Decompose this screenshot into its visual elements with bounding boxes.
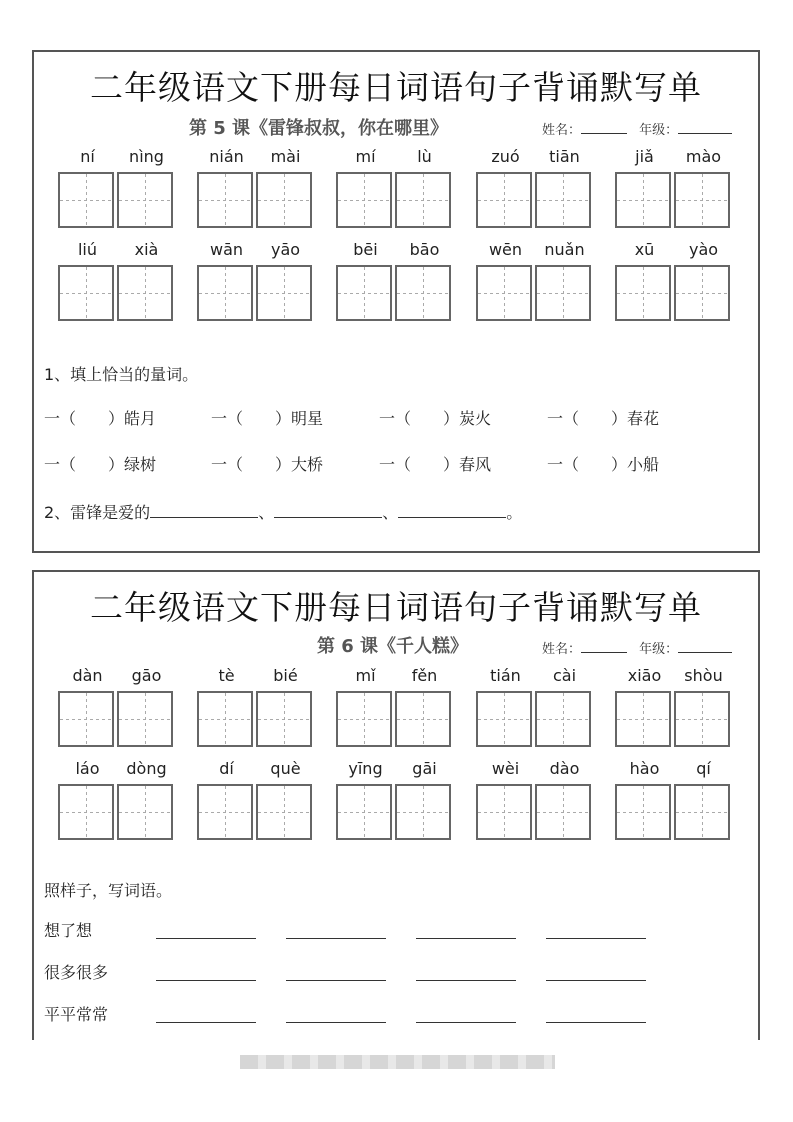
writing-box[interactable] [674,172,730,228]
writing-box[interactable] [535,172,591,228]
pinyin-label: dòng [126,759,167,778]
period: 。 [506,503,523,522]
pinyin-label: tè [218,666,235,685]
writing-box[interactable] [615,172,671,228]
pinyin-label: xū [634,240,655,259]
pinyin-label: dí [219,759,234,778]
pinyin-label: shòu [684,666,723,685]
writing-box[interactable] [256,691,312,747]
measure-item: 一（ ）绿树 [44,455,157,474]
measure-item: 一（ ）炭火 [379,409,492,428]
writing-box[interactable] [58,784,114,840]
pinyin-label: wān [209,240,244,259]
measure-item: 一（ ）春花 [547,409,660,428]
writing-box[interactable] [117,172,173,228]
pinyin-label: xiāo [627,666,662,685]
pinyin-label: què [270,759,301,778]
pinyin-label: jiǎ [635,147,654,166]
writing-box[interactable] [256,784,312,840]
question-1: 照样子，写词语。 [44,881,173,900]
writing-box[interactable] [197,172,253,228]
answer-blank[interactable] [274,503,382,518]
writing-box[interactable] [535,784,591,840]
answer-line[interactable] [416,1022,516,1023]
writing-box[interactable] [476,172,532,228]
example-word: 想了想 [44,921,93,940]
answer-line[interactable] [156,980,256,981]
answer-line[interactable] [156,938,256,939]
writing-box[interactable] [615,691,671,747]
answer-line[interactable] [546,980,646,981]
measure-item: 一（ ）大桥 [211,455,324,474]
lesson-title: 第 6 课《千人糕》 [317,636,469,657]
writing-box[interactable] [674,265,730,321]
pinyin-label: nìng [129,147,164,166]
writing-box[interactable] [615,784,671,840]
pinyin-label: gāo [131,666,162,685]
writing-box[interactable] [674,784,730,840]
pinyin-label: nián [209,147,244,166]
pinyin-label: qí [696,759,711,778]
pinyin-label: gāi [412,759,437,778]
writing-box[interactable] [256,172,312,228]
writing-box[interactable] [674,691,730,747]
question-2 [44,500,522,523]
writing-box[interactable] [476,784,532,840]
name-label: 姓名： [542,642,582,657]
answer-line[interactable] [156,1022,256,1023]
writing-box[interactable] [395,265,451,321]
pinyin-label: yāo [270,240,301,259]
writing-box[interactable] [117,265,173,321]
pinyin-label: bié [273,666,298,685]
footer-watermark [240,1055,555,1069]
writing-box[interactable] [535,265,591,321]
writing-box[interactable] [336,172,392,228]
name-grade-field [542,638,732,657]
measure-item: 一（ ）皓月 [44,409,157,428]
answer-blank[interactable] [150,503,258,518]
writing-box[interactable] [615,265,671,321]
answer-line[interactable] [546,938,646,939]
pinyin-label: ní [80,147,95,166]
pinyin-label: fěn [411,666,438,685]
measure-item: 一（ ）明星 [211,409,324,428]
writing-box[interactable] [197,265,253,321]
writing-box[interactable] [58,691,114,747]
writing-box[interactable] [197,691,253,747]
worksheet-lesson-6 [32,570,760,1040]
writing-box[interactable] [58,265,114,321]
pinyin-label: lù [417,147,432,166]
measure-item: 一（ ）春风 [379,455,492,474]
pinyin-label: tiān [549,147,580,166]
writing-box[interactable] [395,691,451,747]
writing-box[interactable] [476,265,532,321]
answer-line[interactable] [416,980,516,981]
writing-box[interactable] [58,172,114,228]
question-1: 1、填上恰当的量词。 [44,365,199,384]
pinyin-label: nuǎn [544,240,585,259]
lesson-title: 第 5 课《雷锋叔叔，你在哪里》 [189,118,449,139]
separator: 、 [258,503,275,522]
writing-box[interactable] [395,784,451,840]
answer-line[interactable] [546,1022,646,1023]
pinyin-label: mǐ [355,666,376,685]
pinyin-label: xià [134,240,159,259]
writing-box[interactable] [476,691,532,747]
pinyin-label: bāo [409,240,440,259]
grade-blank[interactable] [678,639,732,653]
answer-blank[interactable] [398,503,506,518]
pinyin-label: mào [685,147,722,166]
writing-box[interactable] [336,784,392,840]
writing-box[interactable] [197,784,253,840]
writing-box[interactable] [395,172,451,228]
pinyin-label: láo [75,759,100,778]
pinyin-label: bēi [353,240,378,259]
name-blank[interactable] [581,639,627,653]
answer-line[interactable] [286,1022,386,1023]
answer-line[interactable] [286,938,386,939]
pinyin-label: wèi [491,759,520,778]
pinyin-label: dào [549,759,580,778]
pinyin-label: tián [490,666,521,685]
pinyin-label: yīng [348,759,383,778]
grade-label: 年级： [639,642,679,657]
example-word: 很多很多 [44,963,109,982]
writing-box[interactable] [535,691,591,747]
pinyin-label: liú [77,240,98,259]
answer-line[interactable] [286,980,386,981]
writing-box[interactable] [117,784,173,840]
answer-line[interactable] [416,938,516,939]
sheet-title: 二年级语文下册每日词语句子背诵默写单 [90,68,702,107]
grade-label: 年级： [639,123,679,138]
pinyin-label: dàn [72,666,103,685]
writing-box[interactable] [336,265,392,321]
pinyin-label: zuó [491,147,520,166]
pinyin-label: cài [552,666,577,685]
pinyin-label: mí [355,147,376,166]
grade-blank[interactable] [678,120,732,134]
pinyin-label: hào [629,759,660,778]
question-2-text: 2、雷锋是爱的 [44,503,151,522]
name-blank[interactable] [581,120,627,134]
pinyin-label: wēn [488,240,523,259]
example-word: 平平常常 [44,1005,109,1024]
writing-box[interactable] [256,265,312,321]
writing-box[interactable] [336,691,392,747]
separator: 、 [382,503,399,522]
name-label: 姓名： [542,123,582,138]
name-grade-field [542,119,732,138]
measure-item: 一（ ）小船 [547,455,660,474]
worksheet-lesson-5 [32,50,760,553]
sheet-title: 二年级语文下册每日词语句子背诵默写单 [90,588,702,627]
writing-box[interactable] [117,691,173,747]
pinyin-label: mài [270,147,301,166]
pinyin-label: yào [688,240,719,259]
